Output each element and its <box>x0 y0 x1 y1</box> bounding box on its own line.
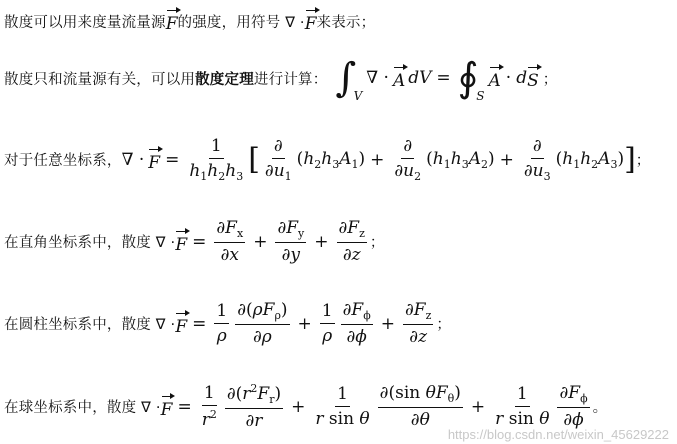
line-1 <box>4 8 375 34</box>
line-6: 在球坐标系中，散度 ∇ · F = $\frac{1}{r^2}$ $\frac{\partial(r^2F_r)}{\partial r}$ + $\frac{1}{\text{r sin θ}}$ $\frac{\partial(\sin \theta F_\theta)}{\partial\theta}$ + $\frac{1}{\text{r sin θ}}$ $\frac{\partial F_\phi}{\partial\phi}$ 。 <box>4 382 608 431</box>
closed-integral-sign: ∮ S <box>457 55 485 103</box>
line-3-text-before: 对于任意坐标系， <box>4 153 122 169</box>
line-1-text-end: 来表示； <box>316 14 376 31</box>
line-6-text-before: 在球坐标系中，散度 ∇ · <box>4 400 161 416</box>
cartesian-divergence-formula: F = $\frac{\partial F_x}{\partial x}$ + $\frac{\partial F_y}{\partial y}$ + $\frac{\partial F_z}{\partial z}$ <box>175 218 365 265</box>
general-divergence-formula: ∇ · F = $\frac{1}{h_1h_2h_3}$ [ $\frac{\partial}{\partial u_1}$ $(h_2h_3A_1)$ + $\frac{\partial}{\partial u_2}$ $(h_1h_3A_2)$ + $\frac{\partial}{\partial u_3}$ $(h_1h_2A_3)$ ] <box>121 136 636 183</box>
divergence-theorem-formula: ∫ V ∇ · A dV = ∮ S A · d S <box>335 55 539 103</box>
line-2-text-before: 散度只和流量源有关，可以用 <box>4 71 196 88</box>
integral-sign: ∫ V <box>335 55 363 103</box>
watermark: https://blog.csdn.net/weixin_45629222 <box>447 427 669 442</box>
line-5: 在圆柱坐标系中，散度 ∇ · F = $\frac{1}{\rho}$ $\frac{\partial(\rho F_\rho)}{\partial\rho}$ + $\frac{1}{\rho}$ $\frac{\partial F_\phi}{\partial\phi}$ + $\frac{\partial F_z}{\partial z}$ ； <box>4 300 452 347</box>
line-5-text-before: 在圆柱坐标系中，散度 ∇ · <box>4 317 176 333</box>
line-4: 在直角坐标系中，散度 ∇ · F = $\frac{\partial F_x}{\partial x}$ + $\frac{\partial F_y}{\partial y}$ + $\frac{\partial F_z}{\partial z}$ ； <box>4 218 385 265</box>
line-3: 对于任意坐标系， ∇ · F = $\frac{1}{h_1h_2h_3}$ [ $\frac{\partial}{\partial u_1}$ $(h_2h_3A_1)$ + $\frac{\partial}{\partial u_2}$ $(h_1h_3A_2)$ + $\frac{\partial}{\partial u_3}$ $(h_1h_2A_3)$ ] ； <box>4 136 651 183</box>
spherical-divergence-formula: F = $\frac{1}{r^2}$ $\frac{\partial(r^2F_r)}{\partial r}$ + $\frac{1}{\text{r sin θ}}$ $\frac{\partial(\sin \theta F_\theta)}{\partial\theta}$ + $\frac{1}{\text{r sin θ}}$ $\frac{\partial F_\phi}{\partial\phi}$ <box>160 382 588 431</box>
line-1-text-after: 的强度，用符号 ∇ · <box>177 14 305 31</box>
line-2: 散度只和流量源有关，可以用 散度定理 进行计算： ∫ V ∇ · A dV = ∮ S A · d S ； <box>4 55 558 103</box>
cylindrical-divergence-formula: F = $\frac{1}{\rho}$ $\frac{\partial(\rho F_\rho)}{\partial\rho}$ + $\frac{1}{\rho}$ $\frac{\partial F_\phi}{\partial\phi}$ + $\frac{\partial F_z}{\partial z}$ <box>175 300 432 347</box>
divergence-theorem-link: 散度定理 <box>195 71 254 88</box>
line-2-text-after: 进行计算： <box>253 71 328 88</box>
line-4-text-before: 在直角坐标系中，散度 ∇ · <box>4 235 176 251</box>
vector-f-2: F <box>305 8 317 34</box>
vector-f: F <box>166 8 178 34</box>
line-1-text-before: 散度可以用来度量流量源 <box>4 14 166 31</box>
